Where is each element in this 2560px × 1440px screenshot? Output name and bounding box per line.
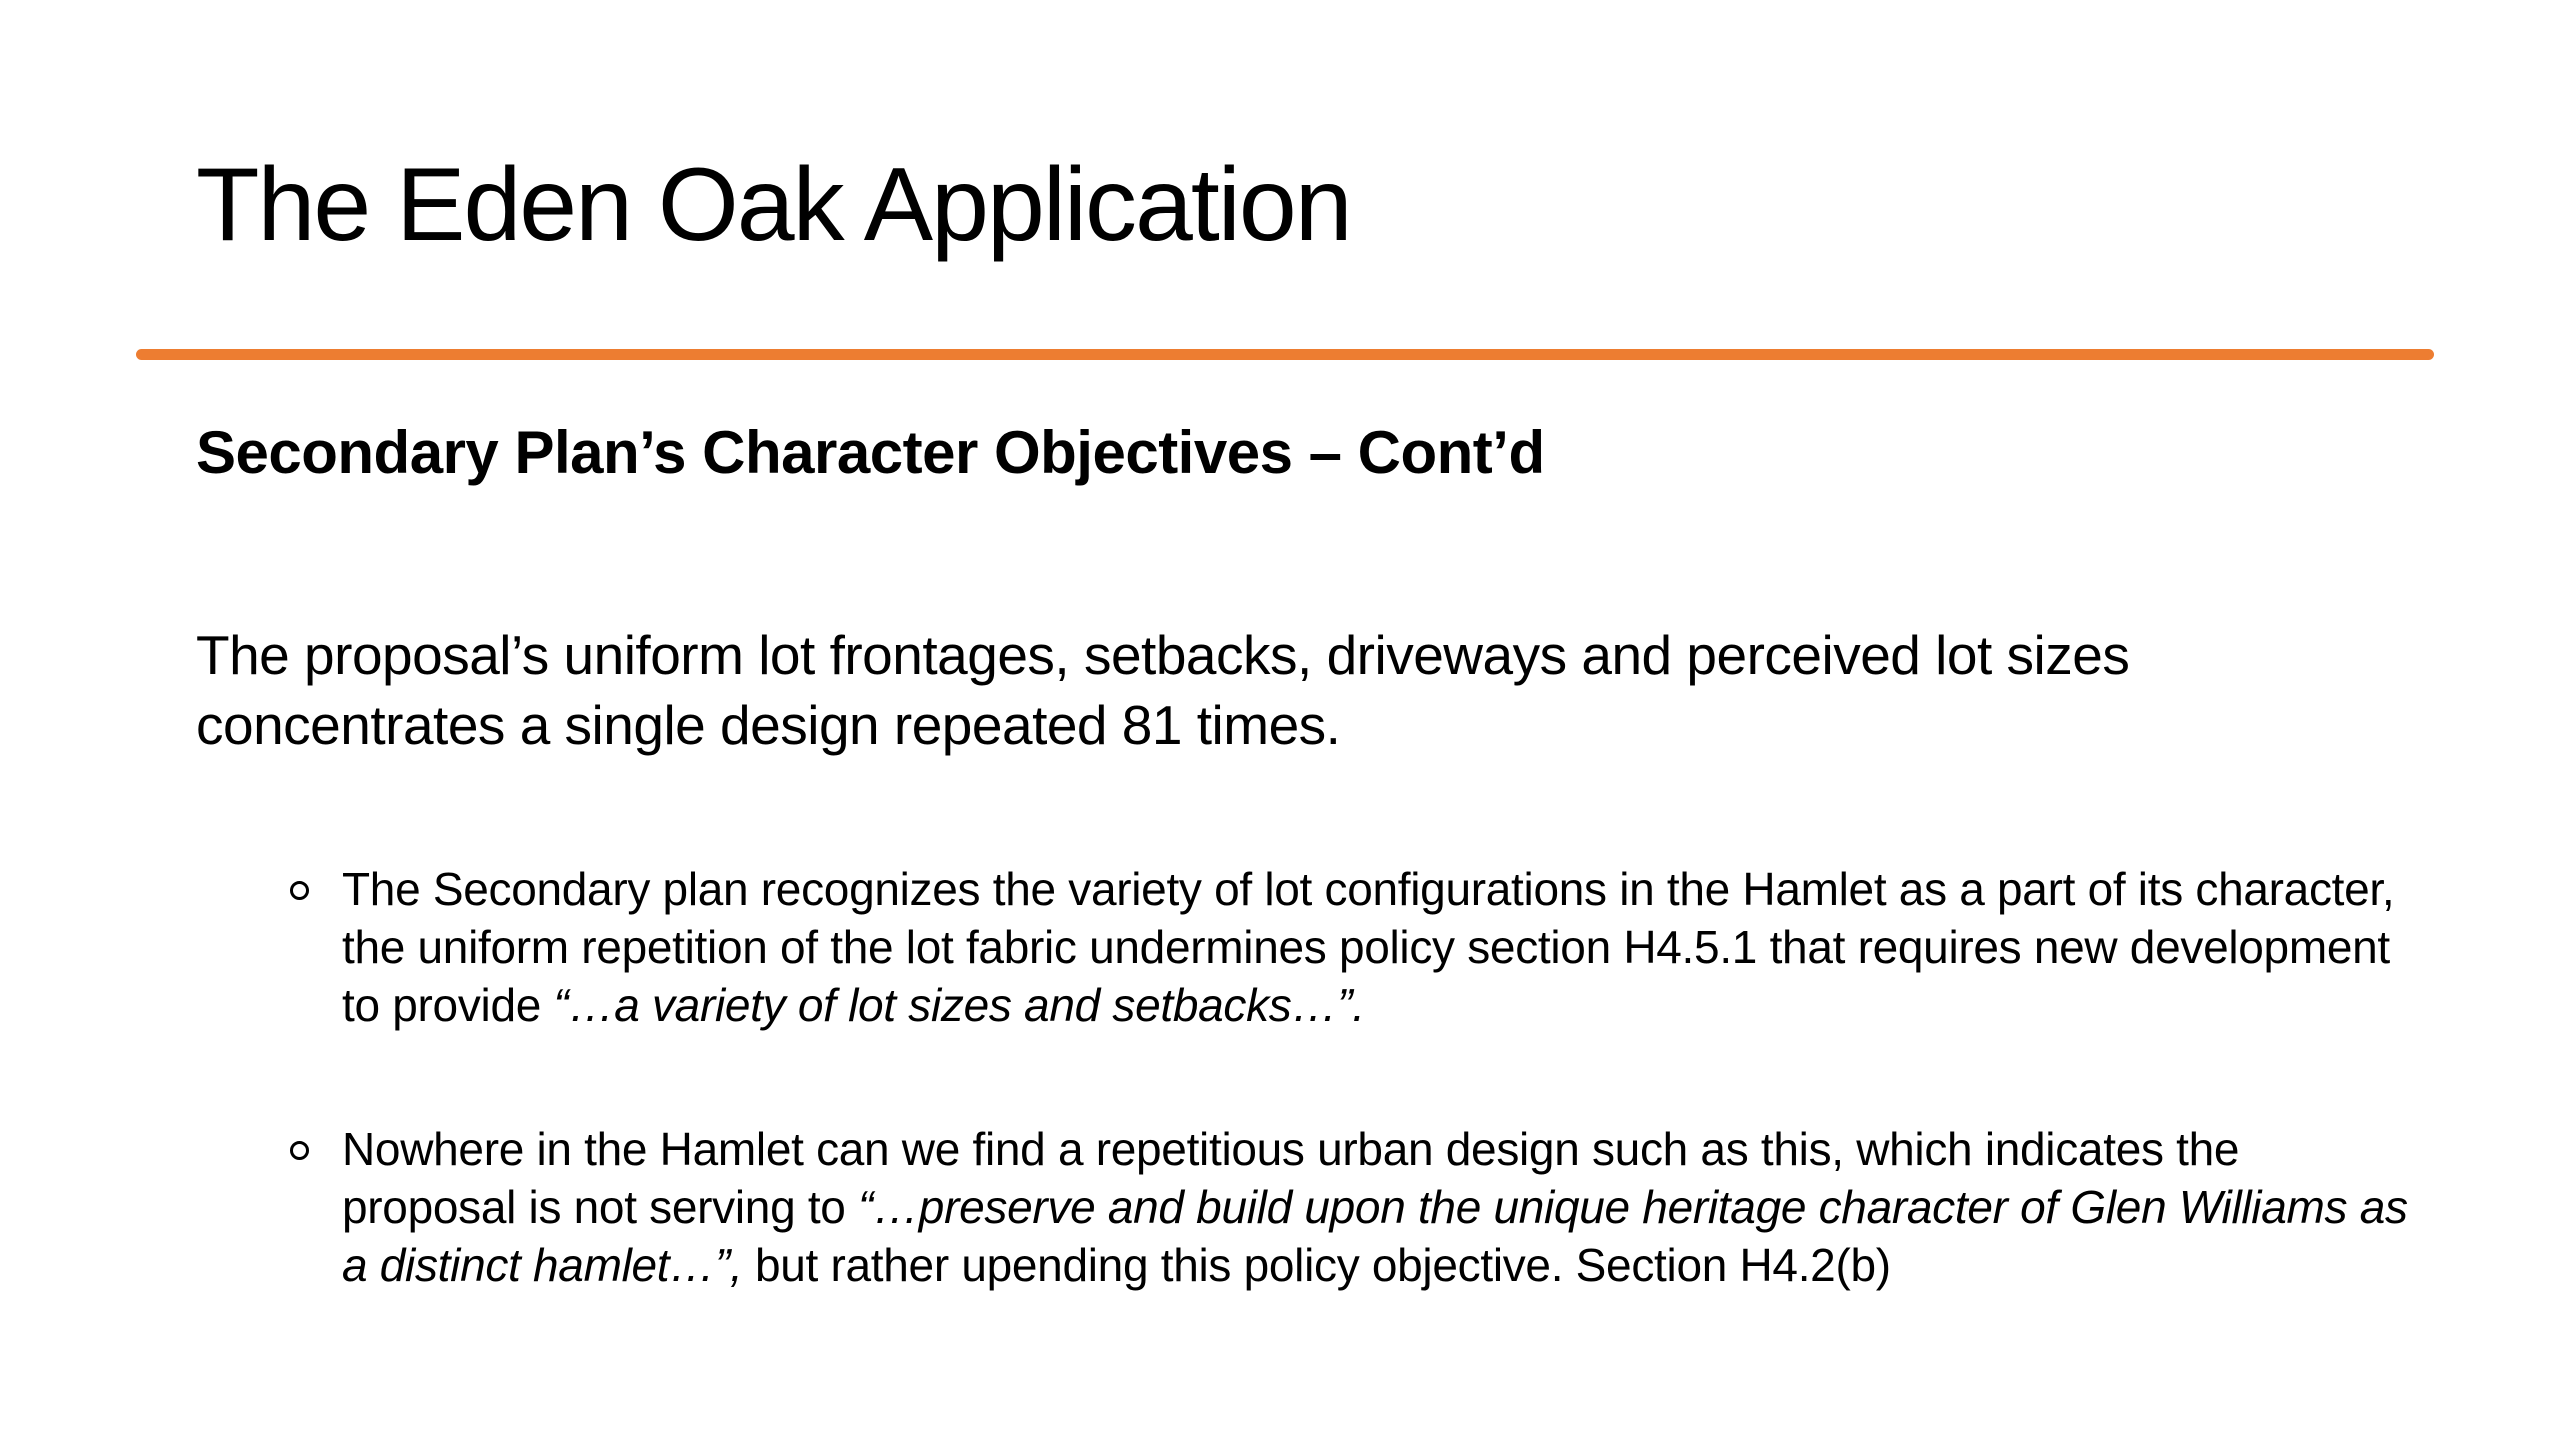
bullet-item-1 (290, 860, 2420, 1034)
bullet-2-quote: “…preserve and build upon the unique heritage character of Glen Williams as a distinct hamlet…”, (342, 1181, 2408, 1291)
hollow-circle-bullet-icon (290, 881, 309, 900)
bullet-2-text-after: but rather upending this policy objective. Section H4.2(b) (742, 1239, 1891, 1291)
bullet-list (290, 860, 2420, 1294)
bullet-1-text: The Secondary plan recognizes the variety of lot configurations in the Hamlet as a part of its character, the uniform repetition of the lot fabric undermines policy section H4.5.1 that requires new development to provide (342, 863, 2395, 1031)
bullet-2-text: Nowhere in the Hamlet can we find a repetitious urban design such as this, which indicates the proposal is not serving to (342, 1123, 2240, 1233)
bullet-1-quote: “…a variety of lot sizes and setbacks…”. (553, 979, 1365, 1031)
hollow-circle-bullet-icon (290, 1141, 309, 1160)
lead-paragraph: The proposal’s uniform lot frontages, setbacks, driveways and perceived lot sizes concentrates a single design repeated 81 times. (196, 624, 2130, 756)
title-divider (136, 349, 2434, 360)
bullet-item-2 (290, 1120, 2420, 1294)
slide-title: The Eden Oak Application (196, 147, 1351, 263)
slide-subtitle: Secondary Plan’s Character Objectives – Cont’d (196, 419, 1545, 486)
